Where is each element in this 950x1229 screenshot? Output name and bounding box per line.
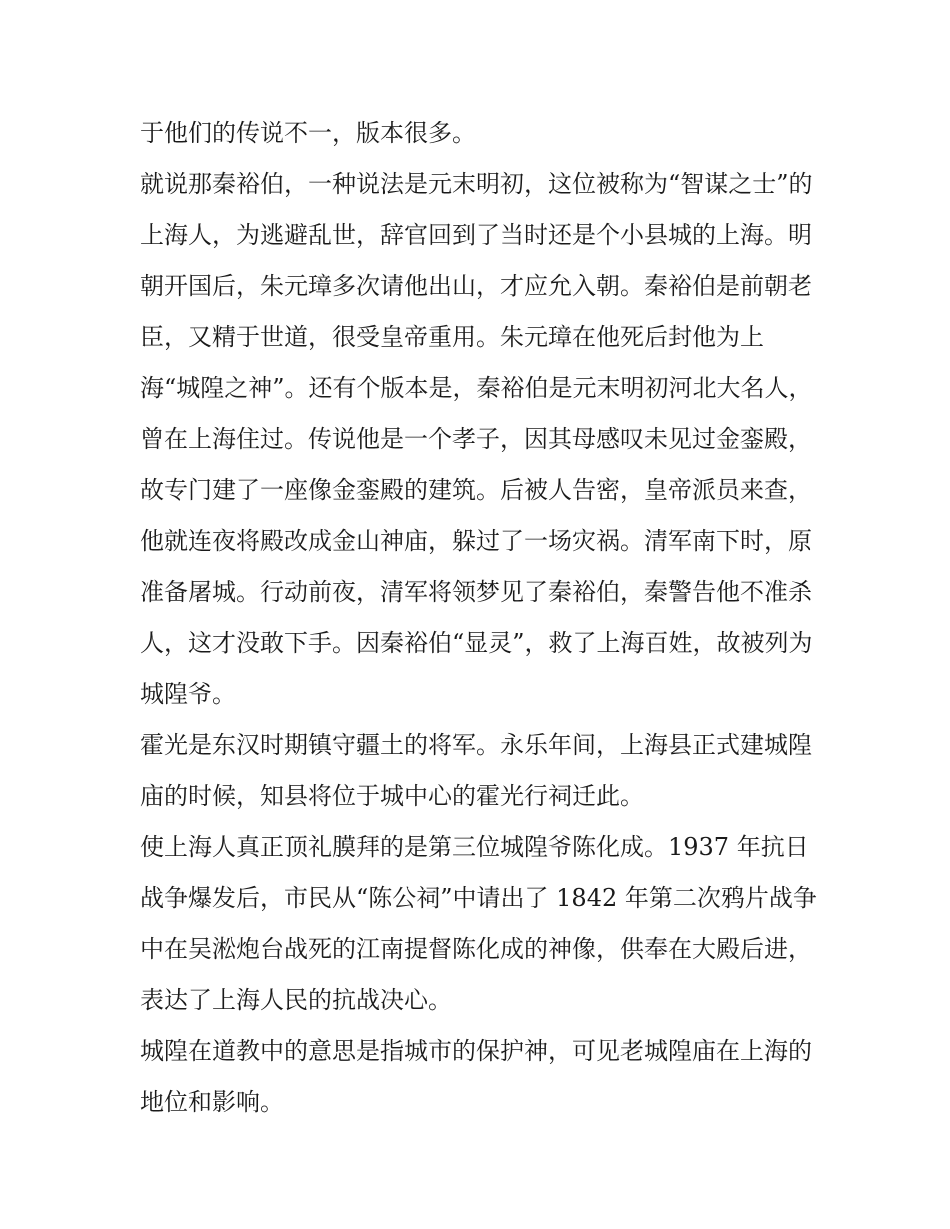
paragraph-4: 使上海人真正顶礼膜拜的是第三位城隍爷陈化成。1937 年抗日战争爆发后，市民从“陈公祠”中请出了 1842 年第二次鸦片战争中在吴淞炮台战死的江南提督陈化成的神像，供奉在大殿后进，表达了上海人民的抗战决心。 [140, 833, 817, 1014]
document-body [140, 108, 820, 1128]
paragraph-2: 就说那秦裕伯，一种说法是元末明初，这位被称为“智谋之士”的上海人，为逃避乱世，辞官回到了当时还是个小县城的上海。明朝开国后，朱元璋多次请他出山，才应允入朝。秦裕伯是前朝老臣，又精于世道，很受皇帝重用。朱元璋在他死后封他为上海“城隍之神”。还有个版本是，秦裕伯是元末明初河北大名人，曾在上海住过。传说他是一个孝子，因其母感叹未见过金銮殿，故专门建了一座像金銮殿的建筑。后被人告密，皇帝派员来查，他就连夜将殿改成金山神庙，躲过了一场灾祸。清军南下时，原准备屠城。行动前夜，清军将领梦见了秦裕伯，秦警告他不准杀人，这才没敢下手。因秦裕伯“显灵”，救了上海百姓，故被列为城隍爷。 [140, 170, 813, 708]
paragraph-5: 城隍在道教中的意思是指城市的保护神，可见老城隍庙在上海的地位和影响。 [140, 1037, 812, 1116]
paragraph-3: 霍光是东汉时期镇守疆土的将军。永乐年间，上海县正式建城隍庙的时候，知县将位于城中心的霍光行祠迁此。 [140, 731, 812, 810]
paragraph-1: 于他们的传说不一，版本很多。 [140, 119, 476, 147]
